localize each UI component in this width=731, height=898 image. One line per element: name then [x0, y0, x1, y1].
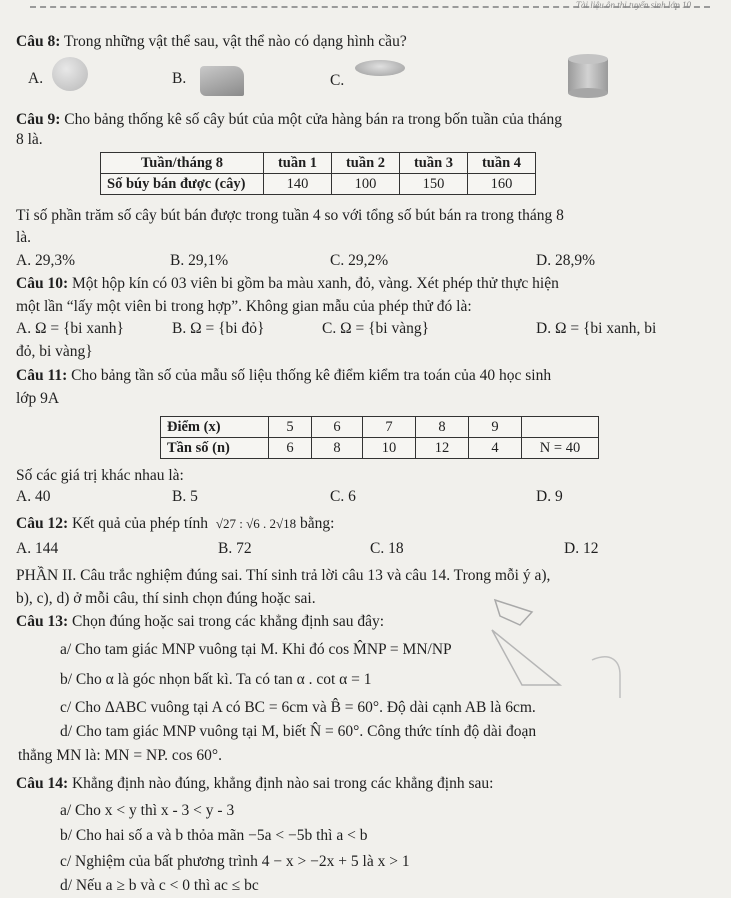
- table-cell: Điểm (x): [161, 417, 269, 438]
- q8-text: Trong những vật thể sau, vật thể nào có dạng hình cầu?: [63, 33, 407, 50]
- table-cell: tuần 1: [264, 153, 332, 174]
- disc-image: [355, 60, 405, 76]
- table-cell: 150: [400, 174, 468, 195]
- q8-label: Câu 8:: [16, 33, 61, 50]
- table-cell: 5: [269, 417, 312, 438]
- table-cell: 8: [416, 417, 469, 438]
- table-row: [161, 417, 599, 438]
- q9-text2: 8 là.: [16, 131, 43, 148]
- q13-label: Câu 13:: [16, 613, 69, 630]
- sphere-image: [52, 57, 88, 91]
- table-cell: tuần 3: [400, 153, 468, 174]
- q10-label: Câu 10:: [16, 275, 69, 292]
- q10-opt-a: A. Ω = {bi xanh}: [16, 320, 124, 337]
- q12-expression: √27 : √6 . 2√18: [215, 516, 297, 531]
- q12-label: Câu 12:: [16, 515, 69, 532]
- q10-text2: một lần “lấy một viên bi trong hợp”. Không gian mẫu của phép thử đó là:: [16, 298, 472, 315]
- q14-b: b/ Cho hai số a và b thỏa mãn −5a < −5b thì a < b: [60, 827, 368, 844]
- q11-opt-a: A. 40: [16, 488, 51, 505]
- q14-d: d/ Nếu a ≥ b và c < 0 thì ac ≤ bc: [60, 877, 259, 894]
- q12-text-end: bằng:: [300, 515, 335, 532]
- q11-text2: lớp 9A: [16, 390, 60, 407]
- q13-text: Chọn đúng hoặc sai trong các khẳng định sau đây:: [71, 613, 385, 630]
- q11-text3: Số các giá trị khác nhau là:: [16, 467, 184, 484]
- sketch-triangle: [470, 590, 640, 700]
- table-cell: tuần 4: [468, 153, 536, 174]
- q12-text: Kết quả của phép tính: [71, 515, 208, 532]
- q10-text1: Một hộp kín có 03 viên bi gồm ba màu xanh, đỏ, vàng. Xét phép thử thực hiện: [71, 275, 559, 292]
- q8-line: [16, 32, 407, 52]
- q10-line1: [16, 274, 559, 294]
- table-cell: 10: [363, 438, 416, 459]
- q11-opt-b: B. 5: [172, 488, 198, 505]
- table-cell: 6: [312, 417, 363, 438]
- q9-text1: Cho bảng thống kê số cây bút của một cửa hàng bán ra trong bốn tuần của tháng: [64, 111, 563, 128]
- q9-text3: Tỉ số phần trăm số cây bút bán được trong tuần 4 so với tổng số bút bán ra trong tháng 8: [16, 207, 564, 224]
- table-cell: 160: [468, 174, 536, 195]
- q10-opt-b: B. Ω = {bi đỏ}: [172, 320, 265, 337]
- table-cell: tuần 2: [332, 153, 400, 174]
- object-b-image: [200, 66, 244, 96]
- table-row: [161, 438, 599, 459]
- table-cell: Số búy bán được (cây): [101, 174, 264, 195]
- q13-d2: thẳng MN là: MN = NP. cos 60°.: [18, 747, 222, 764]
- cylinder-image: [568, 54, 608, 98]
- q13-line: [16, 612, 384, 632]
- q9-opt-c: C. 29,2%: [330, 252, 389, 269]
- q12-opt-b: B. 72: [218, 540, 252, 557]
- table-cell: 7: [363, 417, 416, 438]
- q9-line1: [16, 110, 562, 130]
- table-cell: 6: [269, 438, 312, 459]
- q12-opt-d: D. 12: [564, 540, 599, 557]
- q12-opt-a: A. 144: [16, 540, 59, 557]
- table-cell: 9: [469, 417, 522, 438]
- table-cell: N = 40: [522, 438, 599, 459]
- table-cell: 12: [416, 438, 469, 459]
- q8-opt-c: C.: [330, 72, 345, 89]
- header-note: Tài liệu ôn thi tuyển sinh lớp 10: [575, 0, 691, 10]
- q11-label: Câu 11:: [16, 367, 68, 384]
- part2-text2: b), c), d) ở mỗi câu, thí sinh chọn đúng hoặc sai.: [16, 590, 316, 607]
- q13-a: a/ Cho tam giác MNP vuông tại M. Khi đó cos M̂NP = MN/NP: [60, 641, 452, 658]
- q11-table: [160, 416, 599, 459]
- table-cell: 8: [312, 438, 363, 459]
- q9-table: [100, 152, 536, 195]
- q9-opt-d: D. 28,9%: [536, 252, 595, 269]
- q9-text4: là.: [16, 229, 32, 246]
- q14-c: c/ Nghiệm của bất phương trình 4 − x > −2x + 5 là x > 1: [60, 853, 410, 870]
- table-cell: 4: [469, 438, 522, 459]
- q10-text3: đỏ, bi vàng}: [16, 343, 93, 360]
- q11-line1: [16, 366, 551, 386]
- q14-a: a/ Cho x < y thì x - 3 < y - 3: [60, 802, 235, 819]
- table-cell: [522, 417, 599, 438]
- q11-opt-c: C. 6: [330, 488, 356, 505]
- table-row: [101, 153, 536, 174]
- q8-opt-a: A.: [28, 70, 44, 87]
- q11-opt-d: D. 9: [536, 488, 563, 505]
- q12-line: [16, 514, 334, 534]
- table-cell: 100: [332, 174, 400, 195]
- q11-text1: Cho bảng tần số của mẫu số liệu thống kê điểm kiểm tra toán của 40 học sinh: [71, 367, 552, 384]
- q13-d1: d/ Cho tam giác MNP vuông tại M, biết N̂ = 60°. Công thức tính độ dài đoạn: [60, 723, 537, 740]
- table-cell: Tần số (n): [161, 438, 269, 459]
- q8-opt-b: B.: [172, 70, 187, 87]
- q9-label: Câu 9:: [16, 111, 61, 128]
- q9-opt-a: A. 29,3%: [16, 252, 75, 269]
- q13-c: c/ Cho ΔABC vuông tại A có BC = 6cm và B̂ = 60°. Độ dài cạnh AB là 6cm.: [60, 699, 536, 716]
- q10-opt-d: D. Ω = {bi xanh, bi: [536, 320, 657, 337]
- q14-label: Câu 14:: [16, 775, 69, 792]
- table-cell: Tuần/tháng 8: [101, 153, 264, 174]
- table-cell: 140: [264, 174, 332, 195]
- q14-text: Khẳng định nào đúng, khẳng định nào sai trong các khẳng định sau:: [71, 775, 494, 792]
- q9-opt-b: B. 29,1%: [170, 252, 229, 269]
- q14-line: [16, 774, 493, 794]
- q12-opt-c: C. 18: [370, 540, 404, 557]
- table-row: [101, 174, 536, 195]
- q10-opt-c: C. Ω = {bi vàng}: [322, 320, 430, 337]
- q13-b: b/ Cho α là góc nhọn bất kì. Ta có tan α . cot α = 1: [60, 671, 372, 688]
- part2-text1: PHẦN II. Câu trắc nghiệm đúng sai. Thí sinh trả lời câu 13 và câu 14. Trong mỗi ý a),: [16, 567, 551, 584]
